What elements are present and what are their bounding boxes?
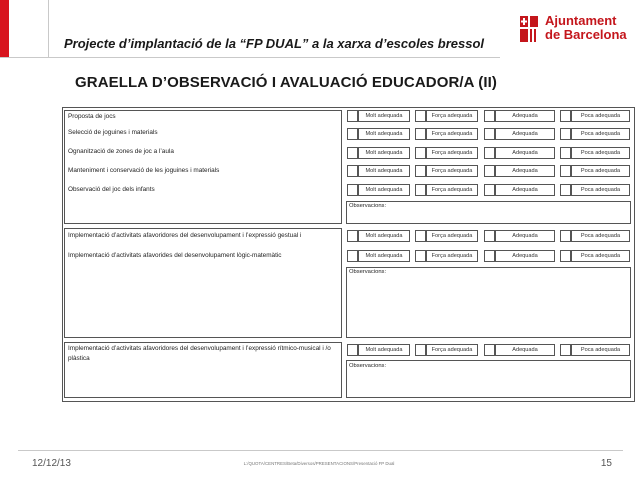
rating-checkbox[interactable]: [347, 230, 358, 242]
rating-option: Molt adequada: [358, 230, 410, 242]
rating-option: Adequada: [495, 110, 555, 122]
rating-option: Força adequada: [426, 147, 478, 159]
rating-checkbox[interactable]: [347, 147, 358, 159]
logo-line-1: Ajuntament: [545, 13, 617, 28]
rating-option: Molt adequada: [358, 147, 410, 159]
page-title: GRAELLA D’OBSERVACIÓ I AVALUACIÓ EDUCADOR/A (II): [75, 74, 498, 91]
rating-checkbox[interactable]: [484, 344, 495, 356]
rating-option: Poca adequada: [571, 147, 630, 159]
rating-checkbox[interactable]: [484, 110, 495, 122]
rating-option: Poca adequada: [571, 344, 630, 356]
rating-option: Poca adequada: [571, 184, 630, 196]
rating-checkbox[interactable]: [560, 165, 571, 177]
rating-checkbox[interactable]: [560, 230, 571, 242]
rating-option: Molt adequada: [358, 110, 410, 122]
rating-checkbox[interactable]: [560, 344, 571, 356]
rating-option: Molt adequada: [358, 165, 410, 177]
rating-checkbox[interactable]: [347, 184, 358, 196]
item-text: Implementació d’activitats afavoridores del desenvolupament i l’expressió gestual i: [68, 232, 302, 239]
page-number: 15: [600, 458, 612, 469]
header-title: Projecte d’implantació de la “FP DUAL” a la xarxa d’escoles bressol: [64, 36, 485, 51]
rating-option: Poca adequada: [571, 230, 630, 242]
rating-option: Molt adequada: [358, 184, 410, 196]
rating-option: Força adequada: [426, 250, 478, 262]
rating-checkbox[interactable]: [347, 128, 358, 140]
observations-label: Observacions:: [349, 269, 387, 275]
rating-option: Poca adequada: [571, 128, 630, 140]
rating-option: Força adequada: [426, 184, 478, 196]
rating-option: Força adequada: [426, 230, 478, 242]
rating-checkbox[interactable]: [560, 184, 571, 196]
rating-checkbox[interactable]: [484, 128, 495, 140]
rating-option: Força adequada: [426, 128, 478, 140]
footer-divider: [18, 450, 623, 451]
item-text: Implementació d’activitats afavorides del desenvolupament lògic-matemàtic: [68, 252, 282, 259]
rating-option: Molt adequada: [358, 250, 410, 262]
rating-checkbox[interactable]: [415, 128, 426, 140]
rating-option: Força adequada: [426, 165, 478, 177]
rating-option: Adequada: [495, 230, 555, 242]
rating-option: Molt adequada: [358, 344, 410, 356]
rating-checkbox[interactable]: [484, 184, 495, 196]
observations-field[interactable]: [346, 360, 631, 398]
rating-option: Adequada: [495, 147, 555, 159]
observations-field[interactable]: [346, 201, 631, 224]
rating-checkbox[interactable]: [347, 250, 358, 262]
logo-line-2: de Barcelona: [545, 27, 627, 42]
item-text: Manteniment i conservació de les joguines i materials: [68, 167, 220, 174]
rating-option: Molt adequada: [358, 128, 410, 140]
rating-checkbox[interactable]: [415, 344, 426, 356]
rating-checkbox[interactable]: [415, 110, 426, 122]
rating-checkbox[interactable]: [415, 250, 426, 262]
item-text: Ognanització de zones de joc a l’aula: [68, 148, 174, 155]
rating-checkbox[interactable]: [484, 165, 495, 177]
footer-path: L:/QUOTA/CENTRES/Beta/Diversos/PRESENTACIONS/Presentació FP Dual: [243, 461, 395, 466]
rating-checkbox[interactable]: [484, 147, 495, 159]
rating-checkbox[interactable]: [347, 165, 358, 177]
observations-label: Observacions:: [349, 203, 387, 209]
rating-checkbox[interactable]: [415, 147, 426, 159]
rating-option: Adequada: [495, 128, 555, 140]
rating-option: Força adequada: [426, 110, 478, 122]
section-2-items-box: [64, 228, 342, 338]
rating-option: Adequada: [495, 165, 555, 177]
rating-checkbox[interactable]: [347, 110, 358, 122]
rating-option: Poca adequada: [571, 110, 630, 122]
header-divider-vertical: [48, 0, 49, 58]
rating-option: Poca adequada: [571, 165, 630, 177]
rating-checkbox[interactable]: [484, 250, 495, 262]
item-text: Proposta de jocs: [68, 113, 116, 120]
item-text: Observació del joc dels infants: [68, 186, 155, 193]
rating-checkbox[interactable]: [560, 250, 571, 262]
rating-option: Força adequada: [426, 344, 478, 356]
rating-checkbox[interactable]: [560, 110, 571, 122]
rating-checkbox[interactable]: [560, 128, 571, 140]
header-accent-bar: [0, 0, 9, 58]
rating-checkbox[interactable]: [560, 147, 571, 159]
header-divider-horizontal: [0, 57, 500, 58]
observations-field[interactable]: [346, 267, 631, 338]
rating-option: Adequada: [495, 250, 555, 262]
rating-checkbox[interactable]: [484, 230, 495, 242]
footer-date: 12/12/13: [32, 458, 71, 469]
rating-option: Poca adequada: [571, 250, 630, 262]
rating-checkbox[interactable]: [415, 184, 426, 196]
ajuntament-logo: [518, 14, 630, 48]
rating-option: Adequada: [495, 344, 555, 356]
rating-checkbox[interactable]: [415, 230, 426, 242]
rating-checkbox[interactable]: [347, 344, 358, 356]
observations-label: Observacions:: [349, 363, 387, 369]
rating-option: Adequada: [495, 184, 555, 196]
item-text: Implementació d’activitats afavoridores del desenvolupament i l’expressió rítmico-musical i /o plàstica: [68, 345, 331, 362]
item-text: Selecció de joguines i materials: [68, 129, 158, 136]
rating-checkbox[interactable]: [415, 165, 426, 177]
barcelona-shield-icon: [518, 14, 540, 44]
